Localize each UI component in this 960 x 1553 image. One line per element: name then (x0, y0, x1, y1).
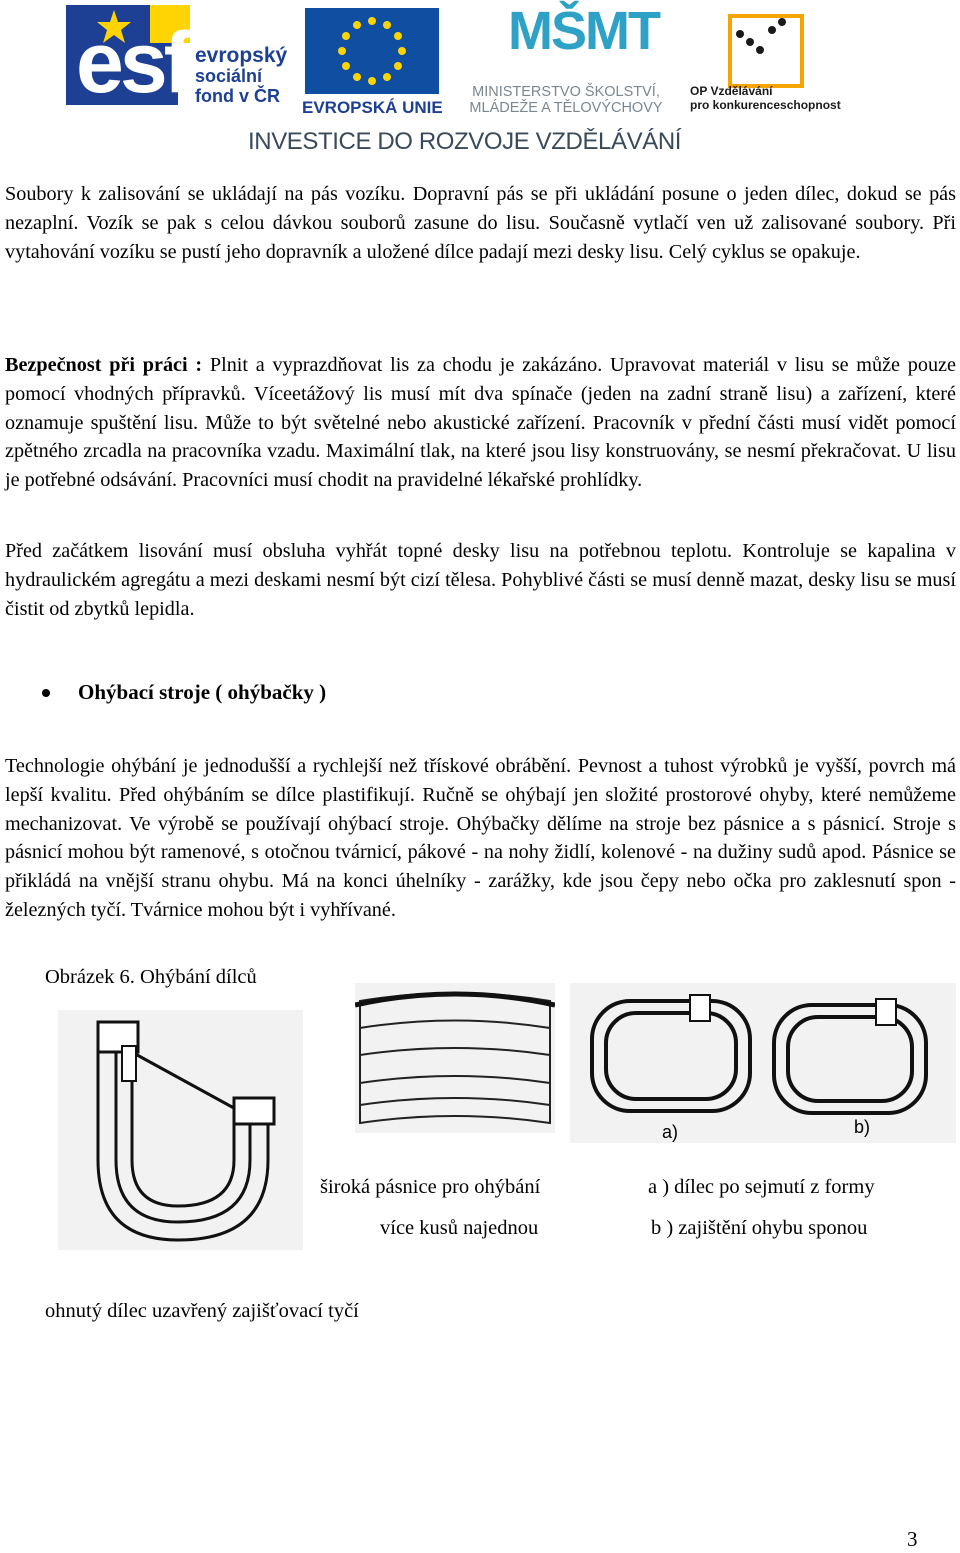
ring-b-label: b) (854, 1117, 871, 1137)
eu-flag (305, 8, 439, 94)
figure-title: Obrázek 6. Ohýbání dílců (45, 966, 257, 988)
paragraph-conveyor: Soubory k zalisování se ukládají na pás vozíku. Dopravní pás se při ukládání posune o jeden dílec, dokud se pás nezaplní. Vozík se pak s celou dávkou souborů zasune do lisu. Současně vytlačí ven už zalisované soubory. Při vytahování vozíku se pustí jeho dopravník a uložené dílce padají mezi desky lisu. Celý cyklus se opakuje. (5, 183, 956, 263)
section-heading: Ohýbací stroje ( ohýbačky ) (78, 680, 327, 704)
bent-part-illustration (58, 1010, 303, 1250)
caption-ring-b: b ) zajištění ohybu sponou (651, 1217, 868, 1239)
ring-a-label: a) (662, 1122, 679, 1142)
safety-label: Bezpečnost při práci : (5, 354, 203, 376)
caption-wide-strap-1: široká pásnice pro ohýbání (320, 1176, 541, 1198)
caption-ring-a: a ) dílec po sejmutí z formy (648, 1176, 875, 1198)
eu-stars-icon (305, 8, 439, 94)
rings-illustration (570, 983, 956, 1143)
paragraph-bending: Technologie ohýbání je jednodušší a rychlejší než třískové obrábění. Pevnost a tuhost výrobků je vyšší, povrch má lepší kvalitu. Před ohýbáním se dílce plastifikují. Ručně se ohýbají jen složité prostorové ohyby, které nemůžeme mechanizovat. Ve výrobě se používají ohýbací stroje. Ohýbačky dělíme na stroje bez pásnice a s pásnicí. Stroje s pásnicí mohou být ramenové, s otočnou tvárnicí, pákové - na nohy židlí, kolenové - na dužiny sudů apod. Pásnice se přikládá na vnější stranu ohybu. Má na konci úhelníky - zarážky, kde jsou čepy nebo očka pro zaklesnutí spon - železných tyčí. Tvárnice mohou být i vyhřívané. (5, 755, 956, 921)
paragraph-preparation: Před začátkem lisování musí obsluha vyhřát topné desky lisu na potřebnou teplotu. Kontroluje se kapalina v hydraulickém agregátu a mezi deskami nesmí být cizí tělesa. Pohyblivé části se musí denně mazat, desky lisu se musí čistit od zbytků lepidla. (5, 540, 956, 620)
msmt-logo: MŠMT (508, 1, 659, 61)
paragraph-safety (5, 351, 956, 495)
caption-bent-part: ohnutý dílec uzavřený zajišťovací tyčí (45, 1300, 359, 1322)
caption-wide-strap-2: více kusů najednou (380, 1217, 539, 1239)
investice-banner: INVESTICE DO ROZVOJE VZDĚLÁVÁNÍ (248, 128, 682, 155)
bullet-icon (42, 689, 50, 697)
msmt-caption: MINISTERSTVO ŠKOLSTVÍ, MLÁDEŽE A TĚLOVÝCHOVY (469, 84, 663, 116)
eu-caption: EVROPSKÁ UNIE (302, 98, 443, 117)
op-caption: OP Vzdělávání pro konkurenceschopnost (690, 84, 841, 112)
safety-text: Plnit a vyprazdňovat lis za chodu je zakázáno. Upravovat materiál v lisu se může pouze pomocí vhodných přípravků. Víceetážový lis musí mít dva spínače (jeden na zadní straně lisu) a zařízení, které oznamuje spuštění lisu. Může to být světelné nebo akustické zařízení. Pracovník v přední části musí vidět pomocí zpětného zrcadla na pracovníka vzadu. Maximální tlak, na které jsou lisy konstruovány, se nesmí překračovat. U lisu je potřebné odsávání. Pracovníci musí chodit na pravidelné lékařské prohlídky. (5, 354, 956, 492)
esf-caption: evropský sociální fond v ČR (195, 44, 288, 106)
esf-logo-text: esf (76, 15, 189, 111)
page-number: 3 (907, 1527, 918, 1551)
wide-strap-illustration (355, 983, 555, 1133)
op-logo-icon (720, 8, 812, 94)
